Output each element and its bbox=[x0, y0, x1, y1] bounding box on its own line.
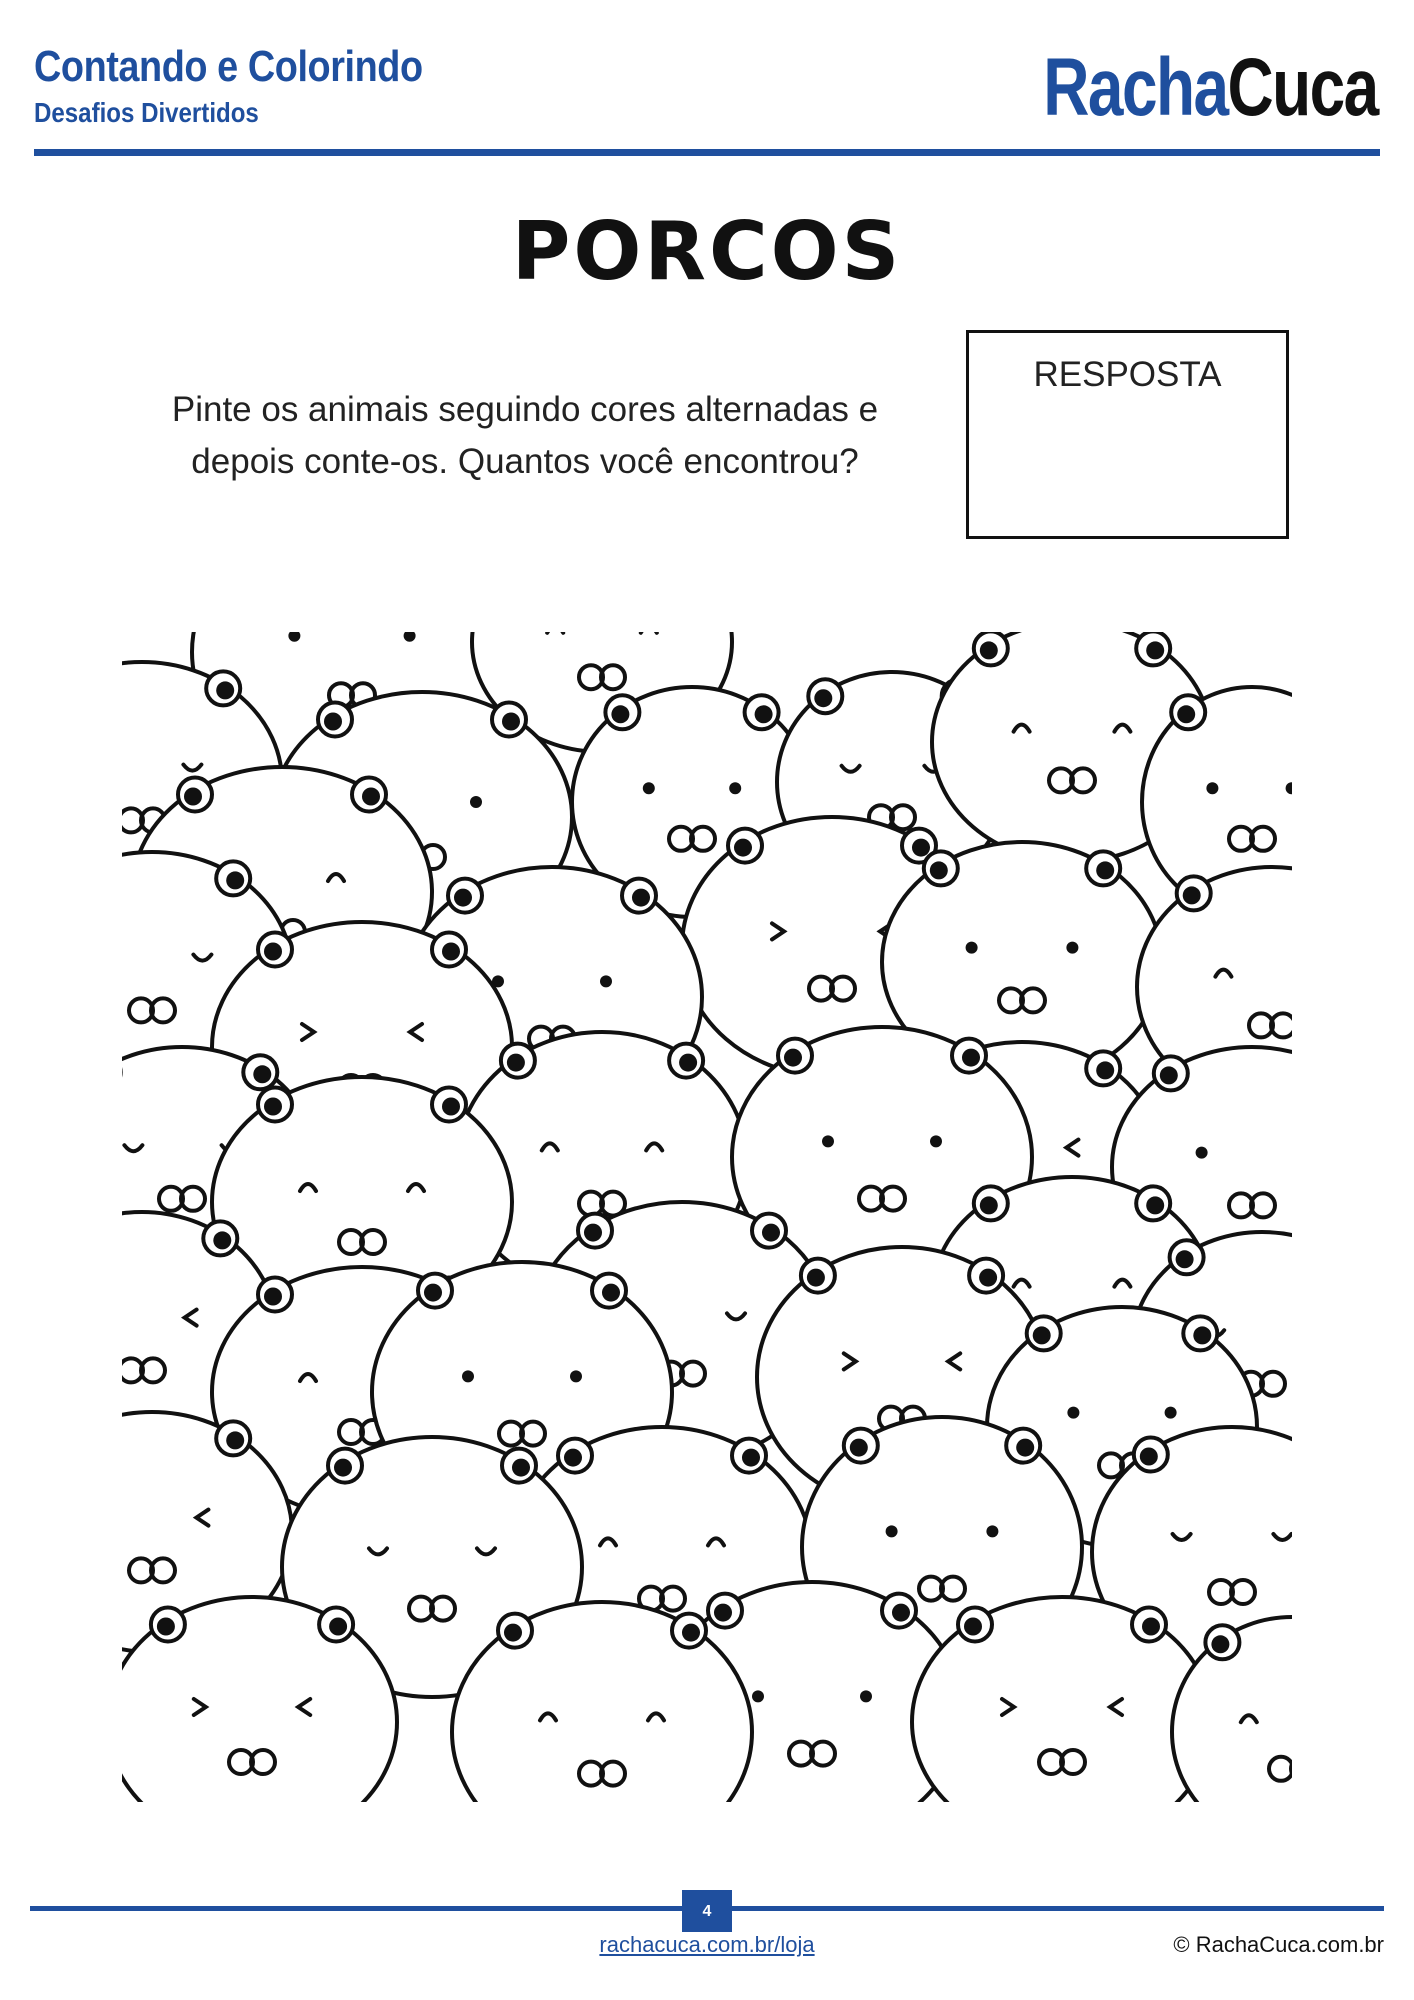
header-title: Contando e Colorindo bbox=[34, 42, 423, 91]
pig-pattern-svg bbox=[122, 632, 1292, 1802]
instructions-line-2: depois conte-os. Quantos você encontrou? bbox=[191, 442, 859, 481]
logo-cuca: Cuca bbox=[1227, 42, 1378, 133]
rachacuca-logo bbox=[1044, 40, 1378, 136]
pigs-illustration bbox=[122, 632, 1292, 1802]
store-link[interactable]: rachacuca.com.br/loja bbox=[599, 1932, 815, 1957]
header-subtitle: Desafios Divertidos bbox=[34, 97, 259, 128]
instructions-line-1: Pinte os animais seguindo cores alternadas e bbox=[171, 390, 879, 429]
pig-icon bbox=[452, 1602, 752, 1802]
answer-label: RESPOSTA bbox=[1033, 355, 1222, 394]
pig-icon bbox=[912, 1597, 1212, 1802]
page-number: 4 bbox=[682, 1890, 732, 1932]
answer-box[interactable] bbox=[966, 330, 1289, 539]
copyright: © RachaCuca.com.br bbox=[1173, 1932, 1384, 1957]
logo-racha: Racha bbox=[1043, 42, 1228, 133]
page-title: PORCOS bbox=[511, 205, 903, 298]
header-divider bbox=[34, 149, 1380, 156]
instructions bbox=[110, 384, 940, 488]
